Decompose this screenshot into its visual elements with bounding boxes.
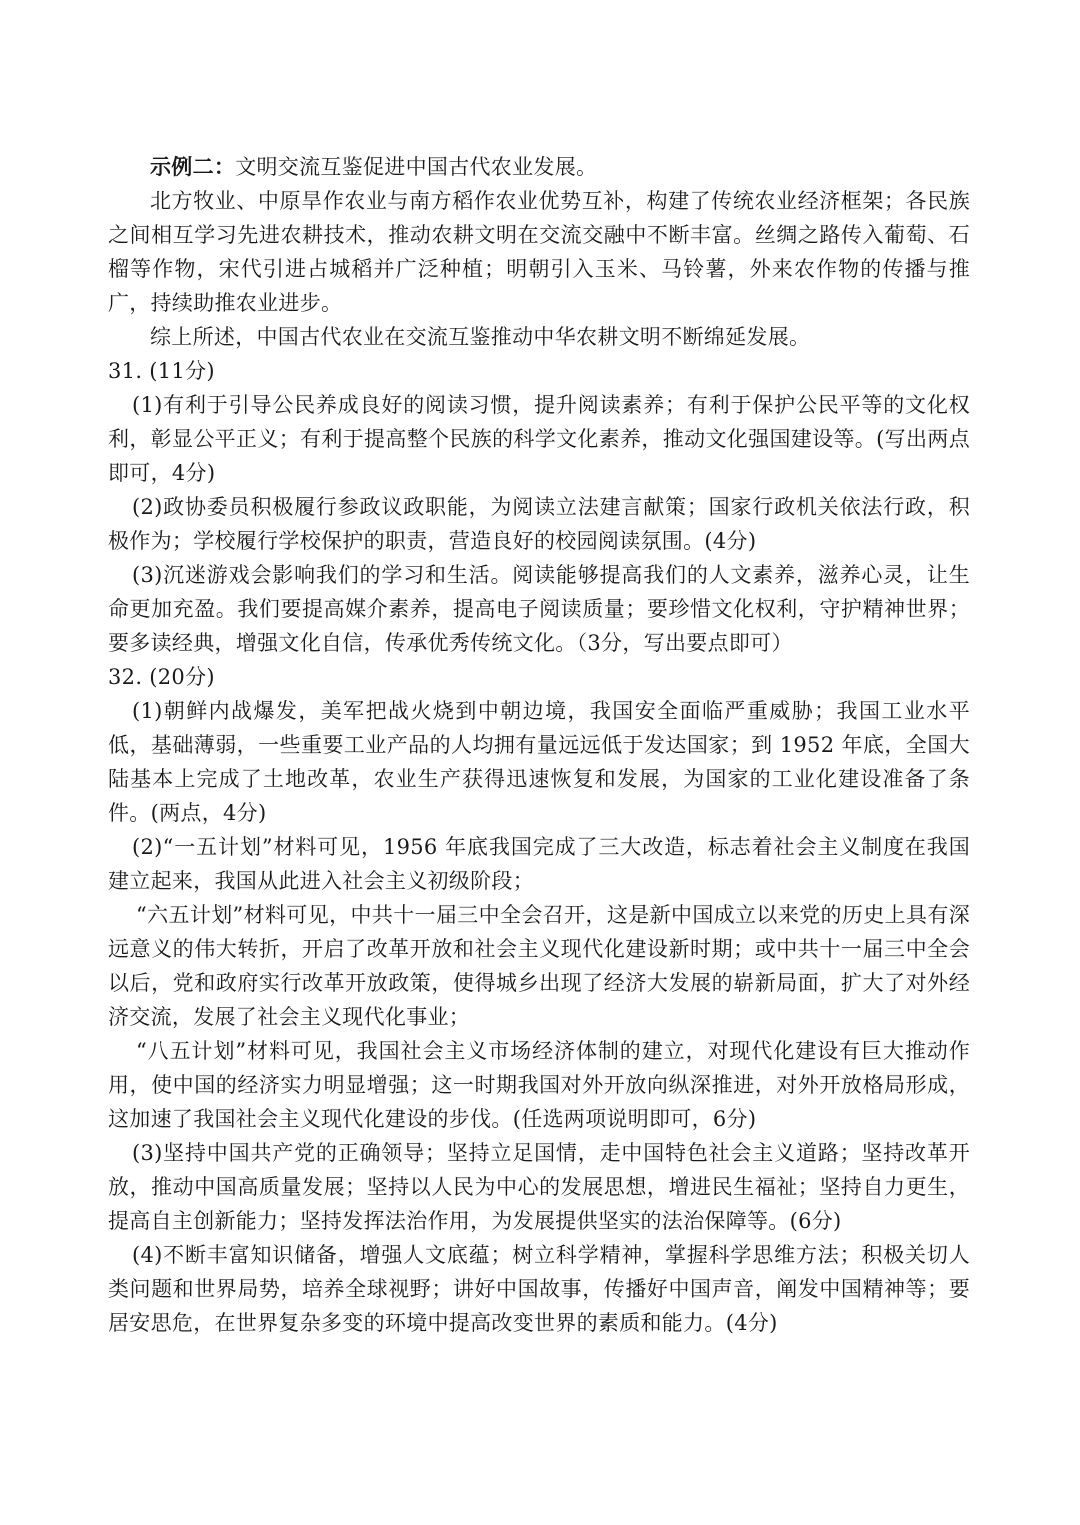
question-32-item-2b: “六五计划”材料可见，中共十一届三中全会召开，这是新中国成立以来党的历史上具有深远意义的伟大转折，开启了改革开放和社会主义现代化建设新时期；或中共十一届三中全会以后，党和政府实行改革开放政策，使得城乡出现了经济大发展的崭新局面，扩大了对外经济交流，发展了社会主义现代化事业；	[108, 903, 970, 1029]
example2-title: 文明交流互鉴促进中国古代农业发展。	[235, 155, 598, 179]
question-32-item-3: (3)坚持中国共产党的正确领导；坚持立足国情，走中国特色社会主义道路；坚持改革开放，推动中国高质量发展；坚持以人民为中心的发展思想，增进民生福祉；坚持自力更生，提高自主创新能力；坚持发挥法治作用，为发展提供坚实的法治保障等。(6分)	[108, 1141, 970, 1233]
example2-heading	[108, 150, 970, 184]
question-31-heading: 31. (11分)	[108, 359, 215, 383]
question-31-item-2: (2)政协委员积极履行参政议政职能，为阅读立法建言献策；国家行政机关依法行政，积极作为；学校履行学校保护的职责，营造良好的校园阅读氛围。(4分)	[108, 495, 970, 553]
question-31-item-1: (1)有利于引导公民养成良好的阅读习惯，提升阅读素养；有利于保护公民平等的文化权利，彰显公平正义；有利于提高整个民族的科学文化素养，推动文化强国建设等。(写出两点即可，4分)	[108, 393, 970, 485]
example2-paragraph-1: 北方牧业、中原旱作农业与南方稻作农业优势互补，构建了传统农业经济框架；各民族之间相互学习先进农耕技术，推动农耕文明在交流交融中不断丰富。丝绸之路传入葡萄、石榴等作物，宋代引进占城稻并广泛种植；明朝引入玉米、马铃薯，外来农作物的传播与推广，持续助推农业进步。	[108, 189, 970, 315]
example2-paragraph-2: 综上所述，中国古代农业在交流互鉴推动中华农耕文明不断绵延发展。	[150, 325, 811, 349]
question-32-item-2a: (2)“一五计划”材料可见，1956 年底我国完成了三大改造，标志着社会主义制度在我国建立起来，我国从此进入社会主义初级阶段；	[108, 835, 970, 893]
question-32-item-4: (4)不断丰富知识储备，增强人文底蕴；树立科学精神，掌握科学思维方法；积极关切人类问题和世界局势，培养全球视野；讲好中国故事，传播好中国声音，阐发中国精神等；要居安思危，在世界复杂多变的环境中提高改变世界的素质和能力。(4分)	[108, 1243, 970, 1335]
question-32-item-2c: “八五计划”材料可见，我国社会主义市场经济体制的建立，对现代化建设有巨大推动作用，使中国的经济实力明显增强；这一时期我国对外开放向纵深推进，对外开放格局形成，这加速了我国社会主义现代化建设的步伐。(任选两项说明即可，6分)	[108, 1039, 970, 1131]
question-32-item-1: (1)朝鲜内战爆发，美军把战火烧到中朝边境，我国安全面临严重威胁；我国工业水平低，基础薄弱，一些重要工业产品的人均拥有量远远低于发达国家；到 1952 年底，全国大陆基本上完成了土地改革，农业生产获得迅速恢复和发展，为国家的工业化建设准备了条件。(两点，4分)	[108, 699, 970, 825]
example2-label: 示例二：	[150, 154, 236, 179]
question-32-heading: 32. (20分)	[108, 665, 215, 689]
answer-content	[108, 150, 970, 1340]
question-31-item-3: (3)沉迷游戏会影响我们的学习和生活。阅读能够提高我们的人文素养，滋养心灵，让生命更加充盈。我们要提高媒介素养，提高电子阅读质量；要珍惜文化权利，守护精神世界；要多读经典，增强文化自信，传承优秀传统文化。（3分，写出要点即可）	[108, 563, 970, 655]
